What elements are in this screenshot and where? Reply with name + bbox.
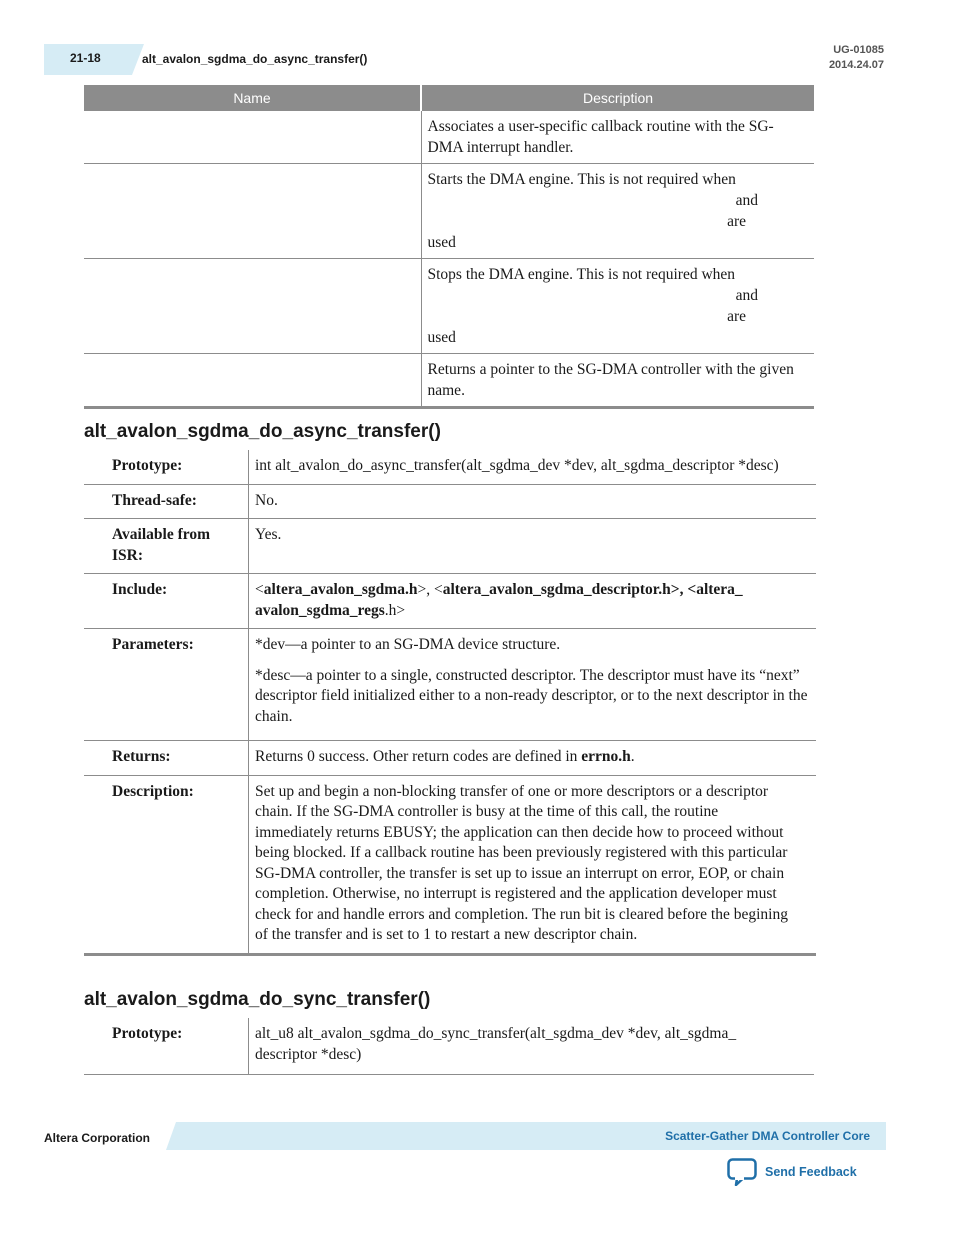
function-description-cell [421, 164, 814, 259]
thread-safe-value: No. [249, 484, 817, 519]
function-description-cell: Returns a pointer to the SG-DMA controller with the given name. [421, 354, 814, 408]
description-line: used [427, 234, 456, 251]
prototype-label: Prototype: [84, 1018, 249, 1075]
async-transfer-api-table [84, 450, 816, 956]
running-header-title: alt_avalon_sgdma_do_async_transfer() [142, 52, 368, 66]
include-value [249, 574, 817, 629]
include-file: altera_avalon_sgdma.h [263, 581, 418, 598]
section-title-sync-transfer: alt_avalon_sgdma_do_sync_transfer() [84, 989, 431, 1010]
document-id [829, 43, 884, 73]
include-label: Include: [84, 574, 249, 629]
footer-doc-title-link[interactable]: Scatter-Gather DMA Controller Core [665, 1129, 870, 1143]
page-number: 21-18 [70, 51, 101, 65]
table-row [84, 519, 816, 574]
returns-file: errno.h [581, 748, 631, 765]
footer-company: Altera Corporation [44, 1131, 151, 1145]
include-text: .h> [384, 601, 406, 619]
table-row [84, 111, 814, 164]
parameters-label: Parameters: [84, 629, 249, 741]
prototype-label: Prototype: [84, 450, 249, 484]
isr-label: Available from ISR: [84, 519, 249, 574]
parameter-dev: *dev—a pointer to an SG-DMA device structure. [255, 636, 561, 653]
table-row [84, 629, 816, 741]
doc-id-number: UG-01085 [833, 44, 884, 56]
speech-bubble-icon [727, 1158, 757, 1186]
doc-date: 2014.24.07 [828, 59, 884, 71]
include-text: >, < [417, 581, 443, 598]
function-name-cell [84, 354, 421, 408]
function-name-cell [84, 259, 421, 354]
sync-transfer-api-table [84, 1018, 814, 1075]
function-description-cell: Associates a user-specific callback routine with the SG-DMA interrupt handler. [421, 111, 814, 164]
returns-end: . [630, 748, 635, 765]
description-line: Stops the DMA engine. This is not required when [427, 266, 736, 283]
section-title-async-transfer: alt_avalon_sgdma_do_async_transfer() [84, 421, 441, 442]
table-row [84, 574, 816, 629]
send-feedback-link[interactable] [727, 1158, 857, 1186]
function-description-cell [421, 259, 814, 354]
table-row [84, 259, 814, 354]
returns-value [249, 741, 817, 776]
table-row [84, 1018, 814, 1075]
include-file: altera_ avalon_sgdma_regs [255, 581, 743, 619]
include-file: altera_avalon_sgdma_descriptor.h [442, 581, 671, 598]
description-line: and [735, 287, 758, 304]
description-line: and [735, 192, 758, 209]
table-row [84, 164, 814, 259]
description-line: are [727, 213, 746, 230]
table-row [84, 775, 816, 954]
include-text: >, < [670, 581, 697, 598]
functions-summary-table [84, 85, 814, 409]
include-text: < [255, 581, 264, 598]
table-row [84, 484, 816, 519]
thread-safe-label: Thread-safe: [84, 484, 249, 519]
isr-value: Yes. [249, 519, 817, 574]
returns-label: Returns: [84, 741, 249, 776]
description-line: used [427, 329, 456, 346]
description-line: Starts the DMA engine. This is not required when [427, 171, 736, 188]
function-name-cell [84, 164, 421, 259]
table-header-row [84, 85, 814, 111]
parameters-value [249, 629, 817, 741]
prototype-value: int alt_avalon_do_async_transfer(alt_sgdma_dev *dev, alt_sgdma_descriptor *desc) [249, 450, 817, 484]
description-line: are [727, 308, 746, 325]
description-value: Set up and begin a non-blocking transfer of one or more descriptors or a descriptor chain. If the SG-DMA controller is busy at the time of this call, the routine immediately returns EBUSY; the application can then decide how to proceed without being blocked. If a callback routine has been previously registered with this particular SG-DMA controller, the transfer is set up to issue an interrupt on error, EOP, or chain completion. Otherwise, no interrupt is registered and the application developer must check for and handle errors and completion. The run bit is cleared before the begining of the transfer and is set to 1 to restart a new descriptor chain. [249, 775, 817, 954]
description-label: Description: [84, 775, 249, 954]
function-name-cell [84, 111, 421, 164]
table-row [84, 354, 814, 408]
send-feedback-label: Send Feedback [765, 1165, 857, 1179]
returns-text: Returns 0 success. Other return codes are defined in [255, 748, 582, 765]
column-header-name: Name [84, 85, 421, 111]
prototype-value: alt_u8 alt_avalon_sgdma_do_sync_transfer(alt_sgdma_dev *dev, alt_sgdma_ descriptor *desc) [249, 1018, 815, 1075]
column-header-description: Description [421, 85, 814, 111]
table-row [84, 741, 816, 776]
parameter-desc: *desc—a pointer to a single, constructed descriptor. The descriptor must have its “next” descriptor field initialized either to a non-ready descriptor, or to the next descriptor in the chain. [255, 666, 808, 725]
table-row [84, 450, 816, 484]
